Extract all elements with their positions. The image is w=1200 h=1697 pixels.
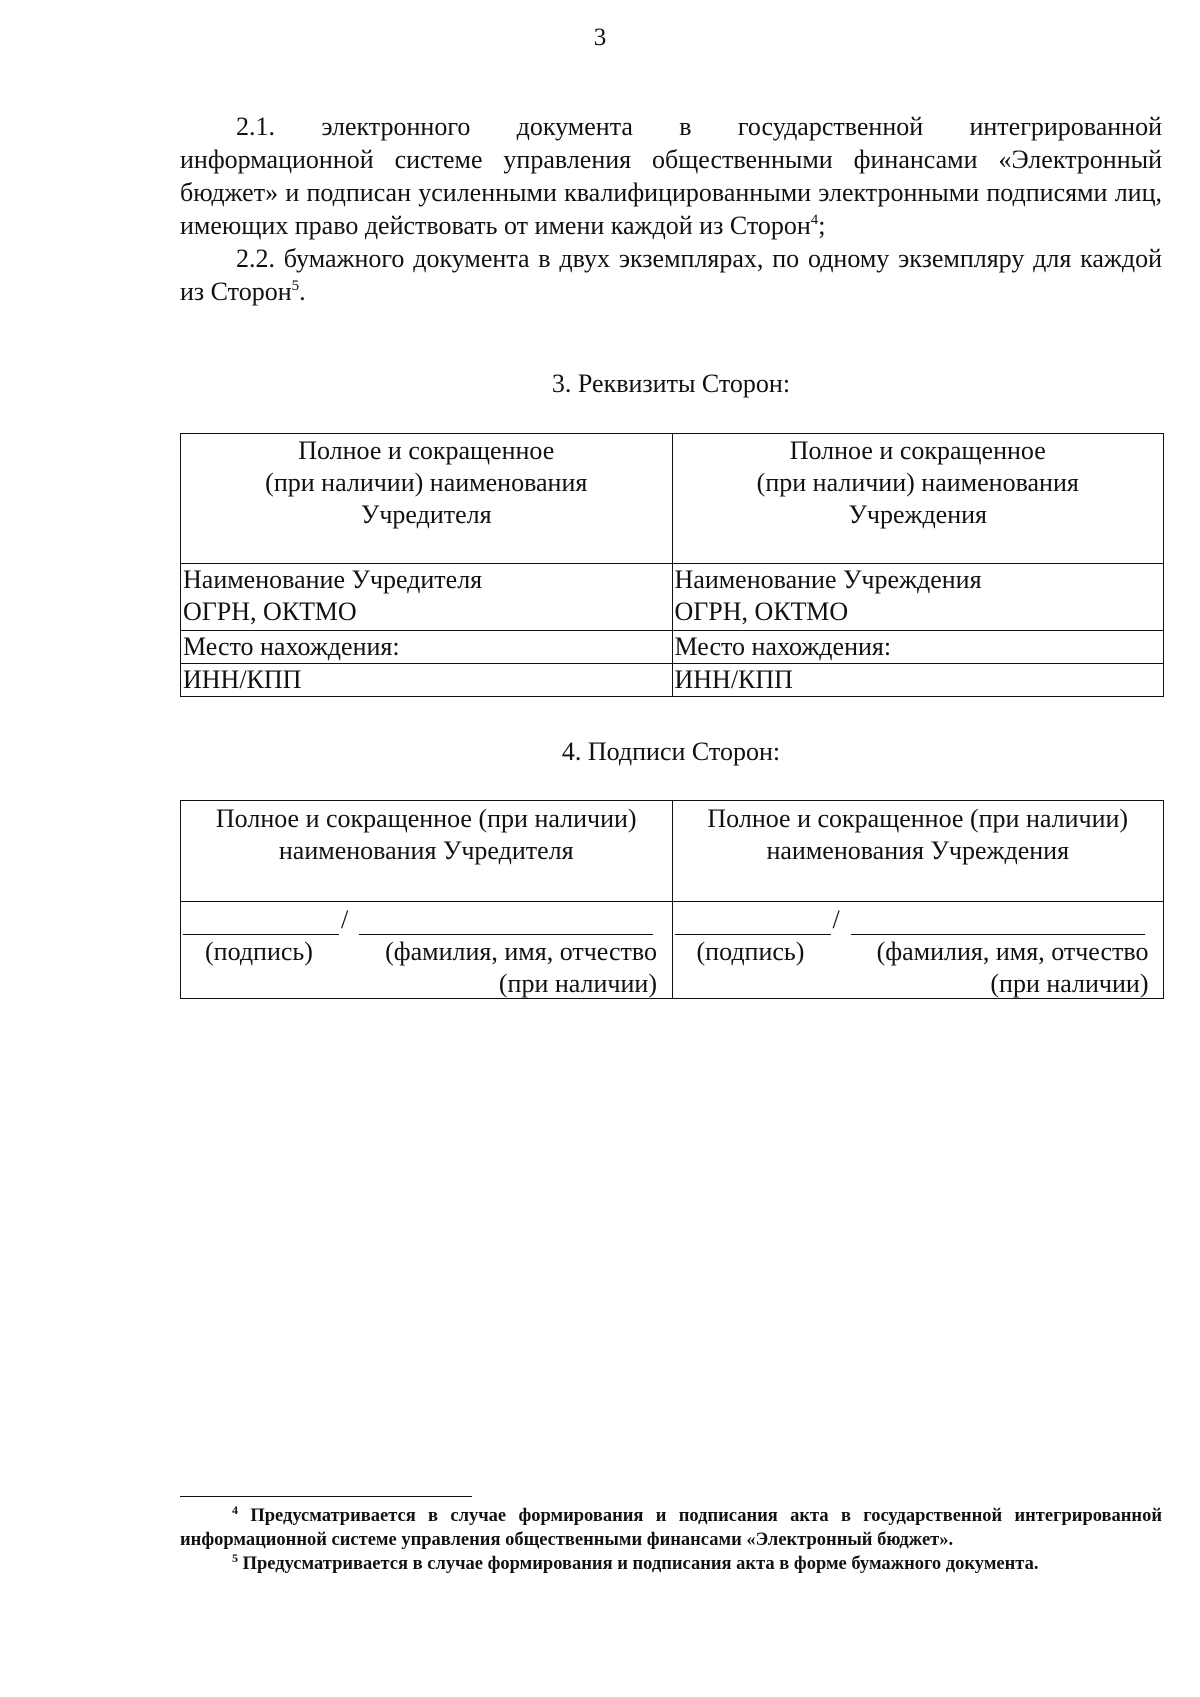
institution-ogrn: ОГРН, ОКТМО bbox=[674, 597, 849, 626]
founder-signature-header-line: наименования Учредителя bbox=[278, 836, 574, 865]
signature-line[interactable] bbox=[675, 934, 831, 935]
institution-name: Наименование Учреждения bbox=[674, 565, 982, 594]
footnote-text: Предусматривается в случае формирования и подписания акта в государственной интегрированной информационной системе управления общественными финансами «Электронный бюджет». bbox=[180, 1506, 1162, 1550]
institution-signature-cell bbox=[672, 902, 1164, 999]
institution-location: Место нахождения: bbox=[672, 631, 1164, 664]
signatures-line-row bbox=[181, 902, 1164, 999]
signature-slash: / bbox=[832, 905, 840, 934]
institution-header-line: Полное и сокращенное bbox=[789, 436, 1046, 465]
fio-label: (фамилия, имя, отчество bbox=[385, 937, 657, 966]
founder-name: Наименование Учредителя bbox=[183, 565, 483, 594]
signatures-heading: 4. Подписи Сторон: bbox=[561, 737, 781, 766]
requisites-table bbox=[180, 433, 1164, 697]
signature-line[interactable] bbox=[183, 934, 339, 935]
institution-inn: ИНН/КПП bbox=[672, 664, 1164, 697]
institution-header-cell bbox=[672, 434, 1164, 564]
page-number: 3 bbox=[593, 24, 607, 51]
paragraph-2-1-tail: ; bbox=[818, 211, 826, 240]
requisites-heading: 3. Реквизиты Сторон: bbox=[551, 369, 791, 398]
institution-signature-header-line: наименования Учреждения bbox=[766, 836, 1070, 865]
fio-label-continued: (при наличии) bbox=[990, 969, 1149, 998]
paragraph-2-1-text: 2.1. электронного документа в государственной интегрированной информационной системе управления общественными финансами «Электронный бюджет» и подписан усиленными квалифицированными электронными подписями лиц, имеющих право действовать от имени каждой из Сторон bbox=[180, 112, 1162, 240]
footnote-5 bbox=[180, 1552, 1162, 1576]
requisites-header-row bbox=[181, 434, 1164, 564]
founder-signature-header bbox=[181, 801, 673, 902]
footnote-ref-4[interactable]: 4 bbox=[810, 212, 819, 228]
paragraph-2-2 bbox=[180, 242, 1162, 308]
institution-signature-header bbox=[672, 801, 1164, 902]
founder-header-cell bbox=[181, 434, 673, 564]
signature-label: (подпись) bbox=[696, 937, 805, 966]
institution-name-cell bbox=[672, 564, 1164, 631]
requisites-inn-row bbox=[181, 664, 1164, 697]
founder-location: Место нахождения: bbox=[181, 631, 673, 664]
footnote-mark: 5 bbox=[232, 1551, 238, 1565]
footnote-mark: 4 bbox=[232, 1503, 238, 1517]
paragraph-2-2-text: 2.2. бумажного документа в двух экземплярах, по одному экземпляру для каждой из Сторон bbox=[180, 244, 1162, 306]
founder-inn: ИНН/КПП bbox=[181, 664, 673, 697]
institution-header-line: (при наличии) наименования bbox=[756, 468, 1079, 497]
fio-label: (фамилия, имя, отчество bbox=[876, 937, 1149, 966]
institution-signature-header-line: Полное и сокращенное (при наличии) bbox=[707, 804, 1129, 833]
founder-signature-header-line: Полное и сокращенное (при наличии) bbox=[215, 804, 637, 833]
requisites-name-row bbox=[181, 564, 1164, 631]
founder-signature-cell bbox=[181, 902, 673, 999]
fio-line[interactable] bbox=[851, 934, 1145, 935]
signature-slash: / bbox=[341, 905, 349, 934]
founder-header-line: Учредителя bbox=[360, 500, 492, 529]
signature-label: (подпись) bbox=[205, 937, 313, 966]
footnote-text: Предусматривается в случае формирования и подписания акта в форме бумажного документа. bbox=[238, 1554, 1039, 1574]
footnote-separator bbox=[180, 1496, 472, 1497]
institution-header-line: Учреждения bbox=[848, 500, 988, 529]
body-text bbox=[180, 110, 1162, 308]
fio-label-continued: (при наличии) bbox=[498, 969, 657, 998]
fio-line[interactable] bbox=[359, 934, 653, 935]
paragraph-2-2-tail: . bbox=[299, 277, 306, 306]
paragraph-2-1 bbox=[180, 110, 1162, 242]
founder-header-line: (при наличии) наименования bbox=[265, 468, 588, 497]
footnotes bbox=[180, 1504, 1162, 1576]
founder-name-cell bbox=[181, 564, 673, 631]
requisites-location-row bbox=[181, 631, 1164, 664]
signatures-table bbox=[180, 800, 1164, 999]
footnote-4 bbox=[180, 1504, 1162, 1552]
signatures-header-row bbox=[181, 801, 1164, 902]
founder-ogrn: ОГРН, ОКТМО bbox=[183, 597, 357, 626]
footnote-ref-5[interactable]: 5 bbox=[291, 278, 300, 294]
founder-header-line: Полное и сокращенное bbox=[298, 436, 555, 465]
